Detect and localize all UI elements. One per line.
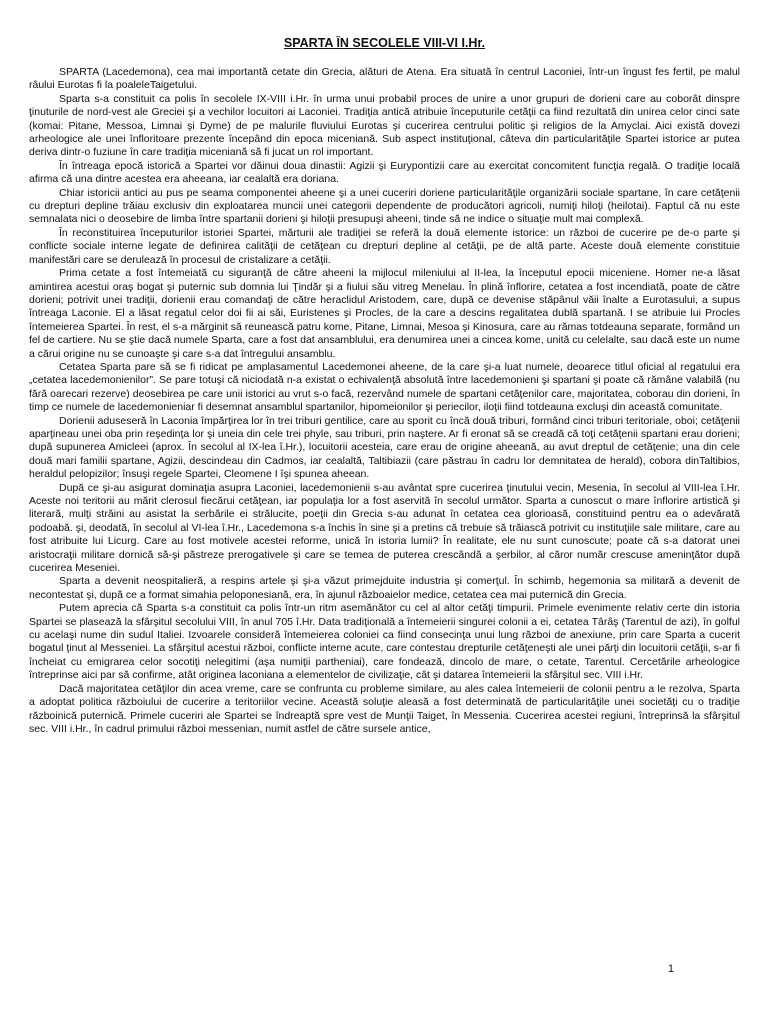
paragraph: Sparta s-a constituit ca polis în secolele IX-VIII i.Hr. în urma unui probabil proces de unire a unor grupuri de dorieni care au coborât dinspre ţinuturile de nord-vest ale Greciei şi a vechilor locuitori ai Laconiei. Tradiţia antică atribuie începuturile cetăţii ca fiind rezultată din unirea celor cinci sate (komai: Pitane, Messoa, Limnai şi Dyme) de pe malurile fluviului Eurotas şi cucerirea centrului politic şi religios de la Amyclai. Aici există dovezi arheologice ale unei înfloritoare prezente începând din epoca miceniană. Sub aspect instituţional, câteva din particularităţile Spartei istorice ar putea deriva dintr-o fuziune în care tradiţia miceniană să fi jucat un rol important. xyxy=(29,92,740,159)
paragraph: Prima cetate a fost întemeiată cu siguranţă de către aheeni la mijlocul mileniului al II-lea, la începutul epocii miceniene. Homer ne-a lăsat amintirea acestui oraş bogat şi puternic sub domnia lui Ţindăr şi a fiului său vitreg Menelau. În plină înflorire, cetatea a fost incendiată, poate de către dorieni; potrivit unei tradiţii, dorienii erau comandaţi de către heraclidul Aristodem, care, după ce devenise stăpânul văii înalte a Eurotasului, a supus întreaga Laconie. El a lăsat regatul celor doi fii ai săi, Euristenes şi Procles, de la care a descins regalitatea dublă spartană. I se atribuie lui Procles întemeierea Spartei. În rest, el s-a mărginit să reunească patru kome, Pitane, Limnai, Mesoa şi Kinosura, care au rămas totdeauna separate, formând un fel de cartiere. Nu se ştie dacă numele Sparta, care a fost dat ansamblului, era denumirea unei a cincea kome, unită cu celelalte, sau dacă este un nume a cărui origine nu se cunoaşte şi care s-a dat întregului ansamblu. xyxy=(29,267,740,360)
paragraph: Cetatea Sparta pare să se fi ridicat pe amplasamentul Lacedemonei aheene, de la care şi-a luat numele, deoarece titlul oficial al regatului era „cetatea lacedemonienilor”. Se pare totuşi că niciodată n-a existat o echivalenţă absolută între lacedemonieni şi spartani şi poate că rămâne valabilă (nu fără oarecari rezerve) deosebirea pe care unii istorici au vrut s-o facă, rezervând numele de spartani cetăţenilor care, majoritatea, coborau din dorieni, în timp ce numele de lacedemonieniar fi desemnat ansamblul spartanilor, hipomeionilor şi periecilor, iloţii fiind totdeauna excluşi din această comunitate. xyxy=(29,360,740,414)
paragraph: SPARTA (Lacedemona), cea mai importantă cetate din Grecia, alături de Atena. Era situată în centrul Laconiei, într-un îngust fes fertil, pe malul râului Eurotas fi la poaleleTaigetului. xyxy=(29,66,740,92)
paragraph: În întreaga epocă istorică a Spartei vor dăinui doua dinastii: Agizii şi Eurypontizii care au exercitat concomitent funcţia regală. O tradiţie locală afirma că una dintre acestea era aheeana, iar cealaltă era doriana. xyxy=(29,159,740,186)
document-page xyxy=(29,36,740,986)
paragraph: Sparta a devenit neospitalieră, a respins artele şi şi-a văzut primejduite industria şi comerţul. În schimb, hegemonia sa militară a devenit de necontestat şi, după ce a format simahia peloponesiană, era, în ajunul războaielor medice, cetatea cea mai puternică din Grecia. xyxy=(29,575,740,601)
document-title: SPARTA ÎN SECOLELE VIII-VI I.Hr. xyxy=(283,36,486,50)
paragraph: Chiar istoricii antici au pus pe seama componentei aheene şi a unei cuceriri doriene particularităţile organizării sociale spartane, în care cetăţenii cu drepturi depline trăiau exclusiv din exploatarea muncii unei categorii dependente de producători agricoli, numiţi hiloţi (heilotai). Faptul că nu este semnalata nici o deosebire de limba între spartanii dorieni şi hiloţii presupuşi aheeni, tinde să ne indice o situaţie mult mai complexă. xyxy=(29,186,740,226)
paragraph: Dacă majoritatea cetăţilor din acea vreme, care se confrunta cu probleme similare, au ales calea întemeierii de colonii pentru a le rezolva, Sparta a adoptat politica războiului de cucerire a teritoriilor vecine. Această soluţie aleasă a fost determinată de particularităţile unei societăţi cu o tradiţie războinică puternică. Primele cuceriri ale Spartei se îndreaptă spre vest de Munţii Taiget, în Messenia. Cucerirea acestei regiuni, întreprinsă la sfârşitul sec. VIII i.Hr., în cadrul primului război messenian, numit astfel de către sursele antice, xyxy=(29,682,740,735)
paragraph: În reconstituirea începuturilor istoriei Spartei, mărturii ale tradiţiei se referă la două elemente istorice: un război de cucerire pe de-o parte şi conflicte sociale interne legate de definirea calităţii de cetăţean cu drepturi depline al cetăţii, pe de altă parte. Aceste două elemente constituie manifestări care se derulează în procesul de cristalizare a cetăţii. xyxy=(29,226,740,266)
paragraph: După ce şi-au asigurat dominaţia asupra Laconiei, lacedemonienii s-au avântat spre cucerirea ţinutului vecin, Mesenia, în secolul al VIII-lea î.Hr. Aceste noi teritorii au mărit clerosul fiecărui cetăţean, iar populaţia lor a fost aservită în secolul următor. Sparta a cunoscut o mare înflorire artistică şi literară, mulţi străini au asistat la serbările ei strălucite, poeţii din Grecia s-au adunat în cetatea cea glorioasă, constituind pentru ea o adevărată podoabă. şi, deodată, în secolul al VI-lea î.Hr., Lacedemona s-a închis în sine şi a pretins că trebuie să trăiască potrivit cu instituţiile sale militare, care au fost atribuite lui Licurg. Care au fost motivele acestei reforme, unică în istoria lumii? În realitate, ele nu sunt cunoscute; poate că s-a datorat unei aristocraţii militare dornică să-şi păstreze prerogativele şi care se temea de puterea crescândă a şerbilor, al căror număr crescuse ameninţător după cucerirea Meseniei. xyxy=(29,481,740,575)
paragraph: Dorienii aduseseră în Laconia împărţirea lor în trei triburi gentilice, care au sporit cu încă două triburi, formând cinci triburi teritoriale, oboi; cetăţenii aparţineau unei oba prin reşedinţa lor şi uneia din cele trei phyle, sau triburi, prin naştere. Ar fi eronat să se creadă că toţi cetăţenii spartani erau dorieni; după supunerea Amicleei (aprox. În secolul al IX-lea î.Hr.), locuitorii acesteia, care erau de origine aheeană, au avut dreptul de cetăţenie; una din cele două mari familii spartane, Agizii, descindeau din Cadmos, iar cealaltă, Taltibiazii (care păstrau în cadru lor demnitatea de herald), cobora dinTaltibios, heraldul pelopizilor; însuşi regele Spartei, Cleomene I îşi spunea aheean. xyxy=(29,414,740,481)
paragraph: Putem aprecia că Sparta s-a constituit ca polis într-un ritm asemănător cu cel al altor cetăţi timpurii. Primele evenimente relativ certe din istoria Spartei se plasează la sfârşitul secolului VIII, în anul 705 î.Hr. Data tradiţională a întemeierii singurei colonii a ei, cetatea Târâş (Tarentul de azi), în golful cu acelaşi nume din sudul Italiei. Izvoarele consideră întemeierea coloniei ca fiind consecinţa unui lung război de anexiune, prin care Sparta a cucerit bogatul ţinut al Messeniei. La sfârşitul acestui război, conflicte interne acute, care contestau drepturile cetăţeneşti ale unei părţi din locuitorii cetăţii, s-ar fi încheiat cu emigrarea celor socotiţi nelegitimi (aşa numiţii partheniai), care fondează, dincolo de mare, o cetate, Tarentul. Cercetările arheologice întreprinse aici par să confirme, atât originea laconiana a elementelor de civilizaţie, cât şi datarea întemeierii la sfârşitul sec. VIII i.Hr. xyxy=(29,602,740,682)
document-body xyxy=(29,66,740,736)
page-number: 1 xyxy=(667,963,674,975)
